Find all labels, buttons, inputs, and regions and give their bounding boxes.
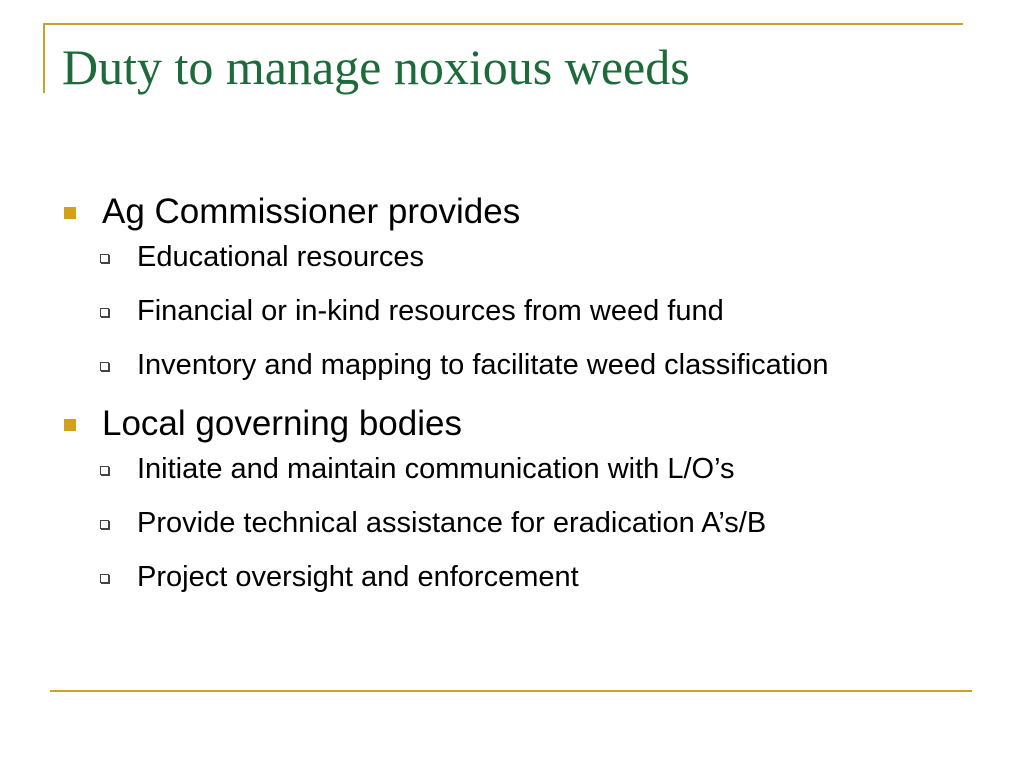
sub-bullet-item (62, 506, 962, 540)
sub-bullet-item (62, 348, 837, 382)
hollow-square-bullet-icon (100, 362, 109, 371)
bullet-text: Local governing bodies (102, 404, 462, 443)
frame-left-line (43, 23, 45, 93)
sublist-ag-commissioner (62, 240, 962, 382)
frame-top-line (43, 23, 963, 25)
bullet-ag-commissioner (62, 190, 962, 234)
footer-line (50, 690, 972, 692)
sublist-local-governing-bodies (62, 452, 962, 594)
sub-bullet-text: Educational resources (137, 241, 424, 273)
sub-bullet-text: Initiate and maintain communication with L/O’s (137, 453, 735, 485)
hollow-square-bullet-icon (100, 308, 109, 317)
square-bullet-icon (64, 419, 76, 431)
sub-bullet-item (62, 452, 962, 486)
sub-bullet-item (62, 560, 962, 594)
sub-bullet-text: Inventory and mapping to facilitate weed classification (137, 349, 829, 381)
square-bullet-icon (64, 207, 76, 219)
hollow-square-bullet-icon (100, 254, 109, 263)
sub-bullet-item (62, 294, 962, 328)
hollow-square-bullet-icon (100, 520, 109, 529)
bullet-local-governing-bodies (62, 402, 962, 446)
slide-title: Duty to manage noxious weeds (62, 39, 690, 95)
bullet-text: Ag Commissioner provides (102, 192, 521, 231)
sub-bullet-text: Provide technical assistance for eradication A’s/B (137, 507, 767, 539)
hollow-square-bullet-icon (100, 574, 109, 583)
hollow-square-bullet-icon (100, 466, 109, 475)
sub-bullet-text: Project oversight and enforcement (137, 561, 579, 593)
sub-bullet-text: Financial or in-kind resources from weed fund (137, 295, 724, 327)
slide-body (62, 190, 962, 614)
sub-bullet-item (62, 240, 962, 274)
